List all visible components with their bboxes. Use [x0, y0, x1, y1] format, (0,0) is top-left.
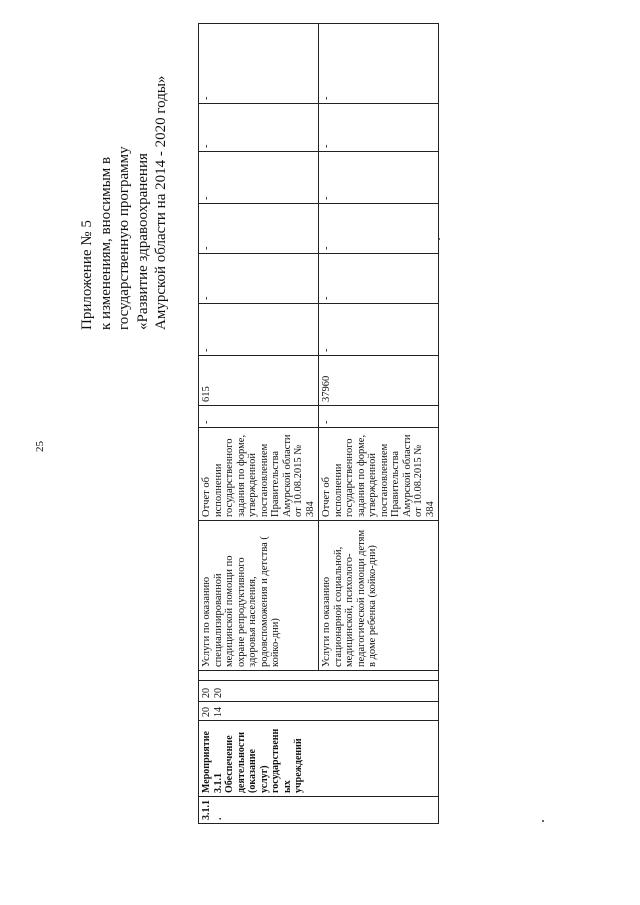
- narrow-cell: [199, 671, 439, 681]
- dash-cell: -: [199, 152, 319, 204]
- appendix-line-1: к изменениям, вносимым в: [97, 156, 114, 330]
- scan-speck: [542, 820, 544, 822]
- row-number: 3.1.1.: [199, 797, 439, 824]
- indicator-value: 615: [199, 356, 319, 406]
- dash-cell: -: [319, 152, 439, 204]
- dash-cell: -: [319, 304, 439, 356]
- dash-cell: -: [199, 254, 319, 304]
- appendix-line-2: государственную программу: [116, 146, 132, 330]
- indicator-document: Отчет об исполнении государственного задания по форме, утвержденной постановлением Правительства Амурской области от 10.08.2015 № 384: [199, 428, 319, 521]
- dash-cell: -: [199, 204, 319, 254]
- indicator-value: 37960: [319, 356, 439, 406]
- appendix-line-4: Амурской области на 2014 - 2020 годы»: [153, 75, 169, 330]
- year-end: 2020: [199, 681, 439, 702]
- dash-cell: -: [319, 254, 439, 304]
- table-row: [199, 24, 319, 824]
- dash-cell: -: [199, 304, 319, 356]
- dash-cell: -: [319, 406, 439, 428]
- dash-cell: -: [199, 406, 319, 428]
- dash-cell: -: [199, 24, 319, 104]
- dash-cell: -: [319, 104, 439, 152]
- appendix-line-3: «Развитие здравоохранения: [134, 153, 151, 330]
- appendix-heading: [78, 30, 171, 330]
- year-start: 2014: [199, 702, 439, 721]
- dash-cell: -: [319, 204, 439, 254]
- appendix-title: Приложение № 5: [79, 220, 95, 330]
- scan-speck: [438, 238, 440, 240]
- dash-cell: -: [319, 24, 439, 104]
- event-name: Мероприятие 3.1.1 Обеспечение деятельности (оказание услуг) государственных учреждений: [199, 721, 439, 797]
- program-table-grid: [198, 23, 439, 824]
- indicator-document: Отчет об исполнении государственного задания по форме, утвержденной постановлением Правительства Амурской области от 10.08.2015 № 384: [319, 428, 439, 521]
- page-number: 25: [34, 441, 46, 452]
- service-description: Услуги по оказанию стационарной социальной, медицинской, психолого-педагогической помощи детям в доме ребенка (койко-дни): [319, 521, 439, 671]
- program-table: [198, 24, 436, 824]
- service-description: Услуги по оказанию специализированной медицинской помощи по охране репродуктивного здоровья населения, родовспоможения и детства ( койко-дни): [199, 521, 319, 671]
- dash-cell: -: [199, 104, 319, 152]
